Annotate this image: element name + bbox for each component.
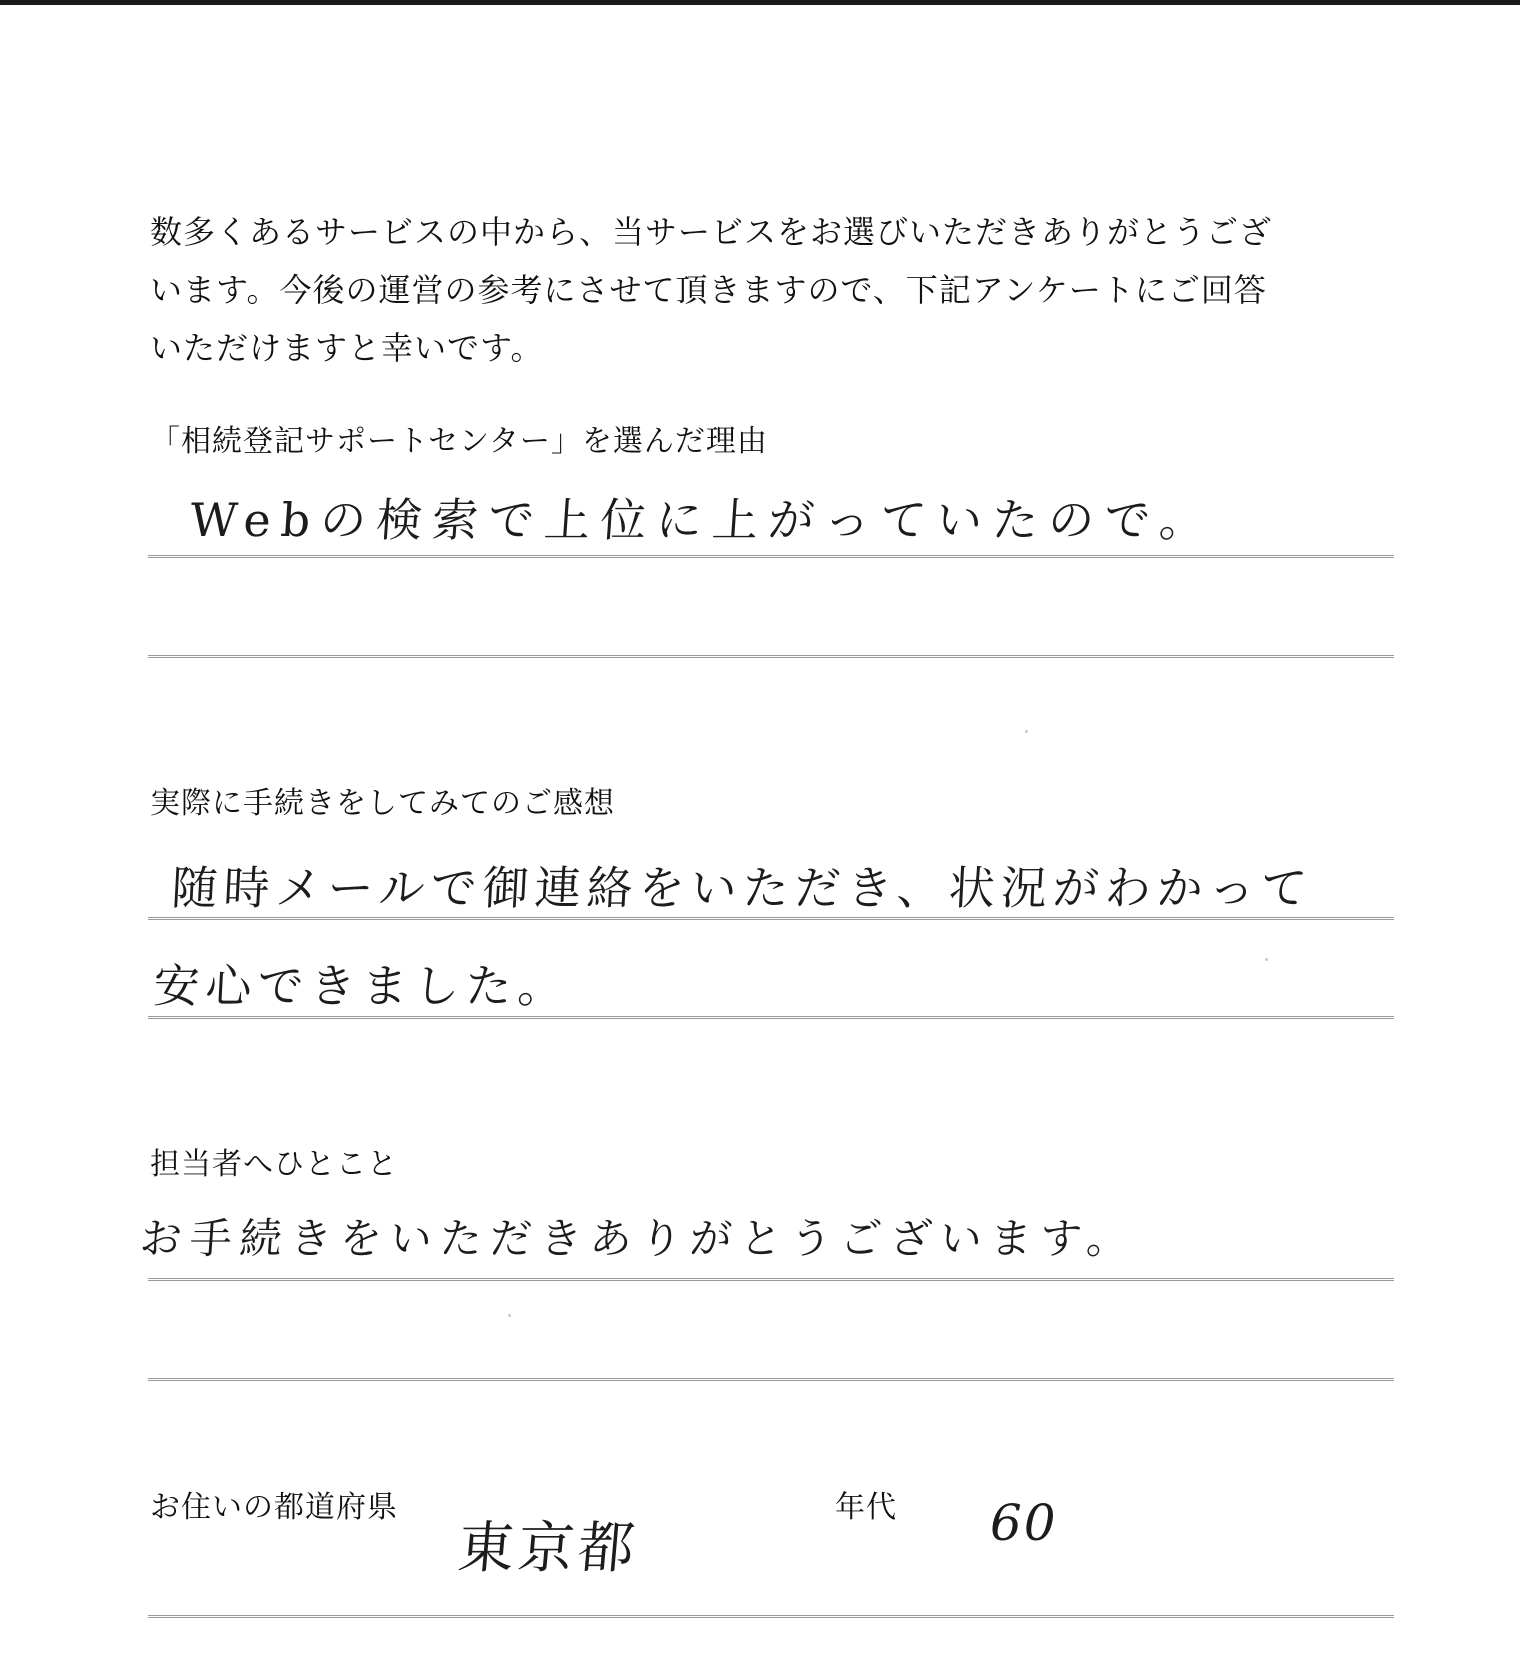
scan-speck xyxy=(1265,958,1268,961)
prefecture-label: お住いの都道府県 xyxy=(150,1490,398,1525)
q1-answer-line-1[interactable]: Webの検索で上位に上がっていたので。 xyxy=(188,493,1218,547)
q3-label: 担当者へひとこと xyxy=(150,1147,398,1182)
page-top-border xyxy=(0,0,1520,5)
q1-answer-rule-2 xyxy=(148,655,1394,658)
q3-answer-rule-2 xyxy=(148,1378,1394,1381)
q2-answer-line-2[interactable]: 安心できました。 xyxy=(152,959,571,1013)
q1-label: 「相続登記サポートセンター」を選んだ理由 xyxy=(150,424,768,459)
intro-line-3: いただけますと幸いです。 xyxy=(150,329,544,367)
scan-speck xyxy=(508,1314,511,1317)
prefecture-value[interactable]: 東京都 xyxy=(455,1516,641,1581)
q2-answer-rule-1 xyxy=(148,917,1394,920)
intro-paragraph xyxy=(150,203,1390,377)
q3-answer-line-1[interactable]: お手続きをいただきありがとうございます。 xyxy=(138,1214,1139,1263)
age-value[interactable]: 60 xyxy=(990,1494,1058,1552)
intro-line-2: います。今後の運営の参考にさせて頂きますので、下記アンケートにご回答 xyxy=(150,271,1267,309)
q3-answer-rule-1 xyxy=(148,1278,1394,1281)
age-label: 年代 xyxy=(835,1490,897,1525)
footer-rule xyxy=(148,1615,1394,1618)
q2-answer-rule-2 xyxy=(148,1016,1394,1019)
q1-answer-rule-1 xyxy=(148,555,1394,558)
q2-label: 実際に手続きをしてみてのご感想 xyxy=(150,786,615,821)
q2-answer-line-1[interactable]: 随時メールで御連絡をいただき、状況がわかって xyxy=(170,861,1315,915)
intro-line-1: 数多くあるサービスの中から、当サービスをお選びいただきありがとうござ xyxy=(150,213,1273,251)
scan-speck xyxy=(1025,730,1028,733)
